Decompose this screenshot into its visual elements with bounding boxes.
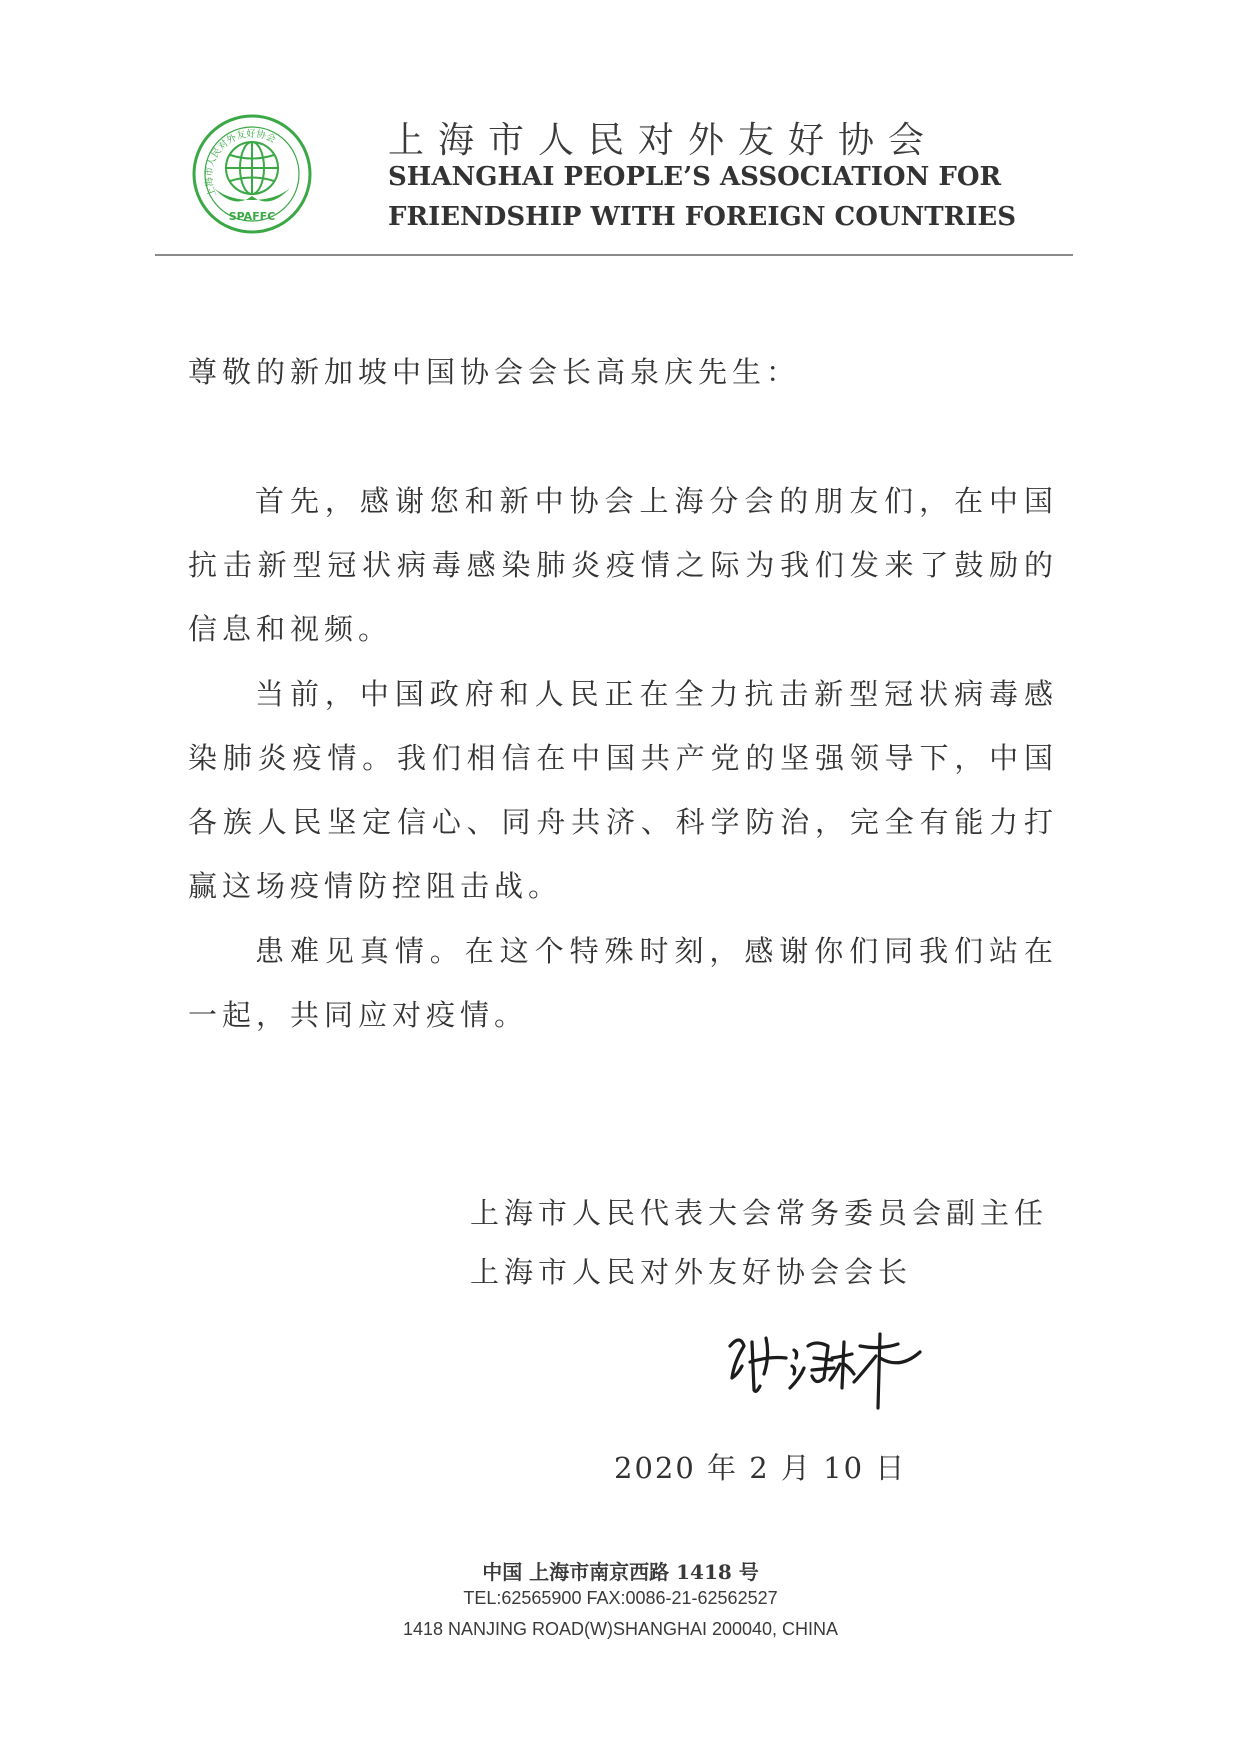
org-name-cn: 上海市人民对外友好协会 bbox=[388, 120, 939, 161]
footer-address-en: 1418 NANJING ROAD(W)SHANGHAI 200040, CHINA bbox=[402, 1619, 839, 1639]
salutation: 尊敬的新加坡中国协会会长高泉庆先生： bbox=[188, 355, 801, 389]
org-name-en-line1: SHANGHAI PEOPLE’S ASSOCIATION FOR bbox=[388, 162, 1002, 192]
body-paragraph-3: 患难见真情。在这个特殊时刻，感谢你们同我们站在一起，共同应对疫情。 bbox=[188, 934, 1058, 1032]
handwritten-signature bbox=[720, 1316, 950, 1416]
signer-title-1: 上海市人民代表大会常务委员会副主任 bbox=[470, 1196, 1049, 1230]
signer-title-2: 上海市人民对外友好协会会长 bbox=[470, 1255, 913, 1289]
spaffc-logo bbox=[190, 112, 314, 236]
logo-abbr: SPAFFC bbox=[228, 210, 276, 223]
org-name-en-line2: FRIENDSHIP WITH FOREIGN COUNTRIES bbox=[388, 202, 1016, 232]
body-paragraph-1: 首先，感谢您和新中协会上海分会的朋友们，在中国抗击新型冠状病毒感染肺炎疫情之际为我们发来了鼓励的信息和视频。 bbox=[188, 484, 1058, 646]
globe-icon bbox=[226, 142, 278, 194]
letter-date: 2020 年 2 月 10 日 bbox=[614, 1451, 907, 1485]
footer-address-cn: 中国 上海市南京西路 1418 号 bbox=[482, 1560, 759, 1584]
body-paragraph-2: 当前，中国政府和人民正在全力抗击新型冠状病毒感染肺炎疫情。我们相信在中国共产党的坚强领导下，中国各族人民坚定信心、同舟共济、科学防治，完全有能力打赢这场疫情防控阻击战。 bbox=[188, 677, 1058, 903]
footer-contact: TEL:62565900 FAX:0086-21-62562527 bbox=[463, 1588, 778, 1608]
logo-ring-text: 上海市人民对外友好协会 bbox=[203, 128, 278, 199]
header-divider bbox=[155, 254, 1073, 256]
